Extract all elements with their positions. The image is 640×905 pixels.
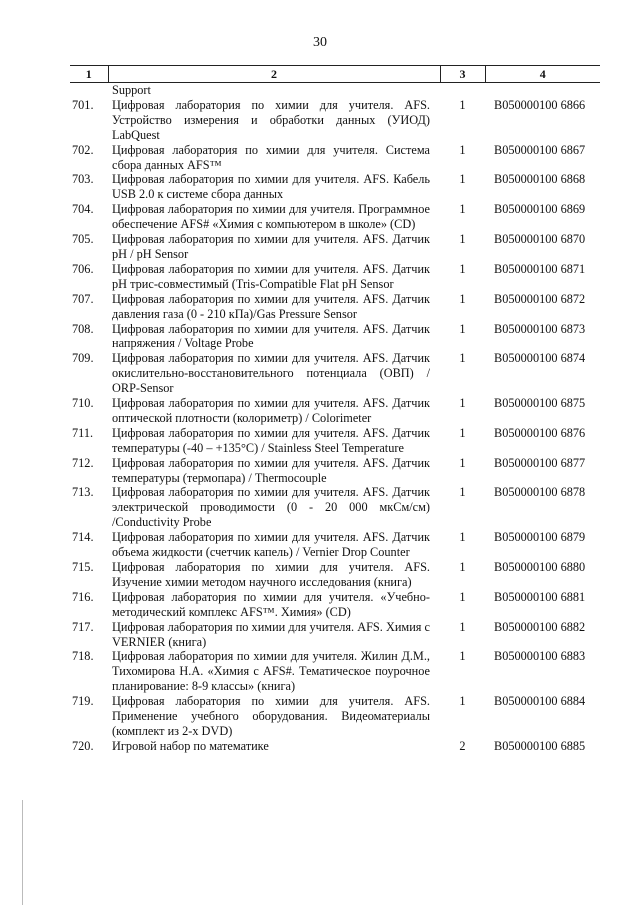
inventory-code: B050000100 6883: [494, 649, 586, 664]
row-number: 719.: [72, 694, 94, 709]
item-quantity: 1: [459, 291, 466, 306]
table-row: [70, 396, 600, 426]
item-name: Цифровая лаборатория по химии для учителя. «Учебно-методический комплекс AFS™. Химия» (CD): [112, 589, 430, 619]
continuation-row: [70, 83, 600, 98]
column-header-2: 2: [108, 66, 440, 83]
inventory-code: B050000100 6874: [494, 351, 586, 366]
row-number: 707.: [72, 291, 94, 306]
item-name: Цифровая лаборатория по химии для учителя. AFS. Устройство измерения и обработки данных (УИОД) LabQuest: [112, 97, 430, 142]
inventory-code: B050000100 6866: [494, 97, 586, 112]
column-header-1: 1: [70, 66, 108, 83]
table-row: [70, 262, 600, 292]
item-name: Цифровая лаборатория по химии для учителя. AFS. Датчик окислительно-восстановительного потенциала (ОВП) / ORP-Sensor: [112, 351, 430, 396]
column-header-3: 3: [440, 66, 485, 83]
row-number: 718.: [72, 649, 94, 664]
column-header-4: 4: [485, 66, 600, 83]
item-quantity: 1: [459, 455, 466, 470]
item-name: Игровой набор по математике: [112, 738, 269, 753]
inventory-code: B050000100 6870: [494, 232, 586, 247]
item-quantity: 1: [459, 172, 466, 187]
item-name: Цифровая лаборатория по химии для учителя. AFS. Датчик объема жидкости (счетчик капель) / Vernier Drop Counter: [112, 530, 430, 560]
inventory-code: B050000100 6879: [494, 530, 586, 545]
inventory-code: B050000100 6884: [494, 694, 586, 709]
item-quantity: 1: [459, 202, 466, 217]
table-row: [70, 98, 600, 143]
item-name: Цифровая лаборатория по химии для учителя. AFS. Датчик оптической плотности (колориметр) / Colorimeter: [112, 396, 430, 425]
table-row: [70, 232, 600, 262]
item-quantity: 1: [459, 396, 466, 411]
item-name: Цифровая лаборатория по химии для учителя. AFS. Датчик напряжения / Voltage Probe: [112, 321, 430, 351]
item-quantity: 1: [459, 485, 466, 500]
inventory-code: B050000100 6869: [494, 202, 586, 217]
inventory-code: B050000100 6885: [494, 738, 586, 753]
table-row: [70, 590, 600, 620]
row-number: 705.: [72, 232, 94, 247]
item-quantity: 1: [459, 530, 466, 545]
item-name: Цифровая лаборатория по химии для учителя. AFS. Применение учебного оборудования. Видеоматериалы (комплект из 2-х DVD): [112, 694, 430, 738]
item-quantity: 1: [459, 589, 466, 604]
table-row: [70, 560, 600, 590]
row-number: 714.: [72, 530, 94, 545]
continuation-text: Support: [112, 83, 151, 97]
item-quantity: 1: [459, 619, 466, 634]
table-row: [70, 485, 600, 530]
row-number: 717.: [72, 619, 94, 634]
inventory-code: B050000100 6871: [494, 261, 586, 276]
inventory-code: B050000100 6880: [494, 560, 586, 574]
row-number: 715.: [72, 560, 94, 574]
table-row: [70, 620, 600, 650]
row-number: 701.: [72, 97, 94, 112]
table-row: [70, 530, 600, 560]
table-row: [70, 739, 600, 754]
table-row: [70, 172, 600, 202]
inventory-code: B050000100 6875: [494, 396, 586, 411]
table-header-row: [70, 66, 600, 83]
item-quantity: 1: [459, 321, 466, 336]
item-name: Цифровая лаборатория по химии для учителя. AFS. Датчик давления газа (0 - 210 кПа)/Gas Pressure Sensor: [112, 291, 430, 321]
item-quantity: 1: [459, 142, 466, 157]
margin-line: [22, 800, 23, 905]
item-name: Цифровая лаборатория по химии для учителя. Система сбора данных AFS™: [112, 142, 430, 172]
row-number: 720.: [72, 738, 94, 753]
item-quantity: 1: [459, 261, 466, 276]
row-number: 711.: [72, 425, 94, 440]
equipment-table: [70, 65, 600, 754]
item-quantity: 1: [459, 649, 466, 664]
table-row: [70, 694, 600, 739]
row-number: 708.: [72, 321, 94, 336]
item-quantity: 2: [459, 738, 466, 753]
table-row: [70, 456, 600, 486]
inventory-code: B050000100 6873: [494, 321, 586, 336]
item-name: Цифровая лаборатория по химии для учителя. AFS. Датчик pH трис-совместимый (Tris-Compatible Flat pH Sensor: [112, 261, 430, 291]
item-name: Цифровая лаборатория по химии для учителя. AFS. Датчик pH / pH Sensor: [112, 232, 430, 261]
item-name: Цифровая лаборатория по химии для учителя. AFS. Датчик температуры (-40 – +135°C) / Stainless Steel Temperature: [112, 425, 430, 455]
page-number: 30: [313, 35, 327, 50]
table-row: [70, 202, 600, 232]
item-name: Цифровая лаборатория по химии для учителя. AFS. Химия с VERNIER (книга): [112, 619, 430, 649]
inventory-code: B050000100 6878: [494, 485, 586, 500]
table-row: [70, 426, 600, 456]
inventory-code: B050000100 6882: [494, 619, 586, 634]
item-name: Цифровая лаборатория по химии для учителя. AFS. Датчик температуры (термопара) / Thermocouple: [112, 455, 430, 485]
item-name: Цифровая лаборатория по химии для учителя. AFS. Кабель USB 2.0 к системе сбора данных: [112, 172, 430, 202]
item-quantity: 1: [459, 560, 466, 574]
table-row: [70, 292, 600, 322]
item-quantity: 1: [459, 425, 466, 440]
inventory-code: B050000100 6868: [494, 172, 586, 187]
row-number: 709.: [72, 351, 94, 366]
inventory-code: B050000100 6867: [494, 142, 586, 157]
inventory-code: B050000100 6877: [494, 455, 586, 470]
row-number: 713.: [72, 485, 94, 500]
row-number: 704.: [72, 202, 94, 217]
table-row: [70, 351, 600, 396]
item-quantity: 1: [459, 232, 466, 247]
item-name: Цифровая лаборатория по химии для учителя. Программное обеспечение AFS# «Химия с компьютером в школе» (CD): [112, 202, 430, 232]
table-row: [70, 143, 600, 173]
row-number: 703.: [72, 172, 94, 187]
row-number: 712.: [72, 455, 94, 470]
item-name: Цифровая лаборатория по химии для учителя. AFS. Датчик электрической проводимости (0 - 20 000 мкСм/см) /Conductivity Probe: [112, 485, 430, 530]
item-name: Цифровая лаборатория по химии для учителя. Жилин Д.М., Тихомирова Н.А. «Химия с AFS#. Тематическое поурочное планирование: 8-9 классы» (книга): [112, 649, 430, 694]
table-row: [70, 322, 600, 352]
table-row: [70, 649, 600, 694]
item-quantity: 1: [459, 351, 466, 366]
inventory-code: B050000100 6881: [494, 589, 586, 604]
item-quantity: 1: [459, 694, 466, 709]
item-quantity: 1: [459, 97, 466, 112]
row-number: 716.: [72, 589, 94, 604]
row-number: 710.: [72, 396, 94, 411]
row-number: 706.: [72, 261, 94, 276]
inventory-code: B050000100 6876: [494, 425, 586, 440]
row-number: 702.: [72, 142, 94, 157]
item-name: Цифровая лаборатория по химии для учителя. AFS. Изучение химии методом научного исследования (книга): [112, 560, 430, 589]
inventory-code: B050000100 6872: [494, 291, 586, 306]
